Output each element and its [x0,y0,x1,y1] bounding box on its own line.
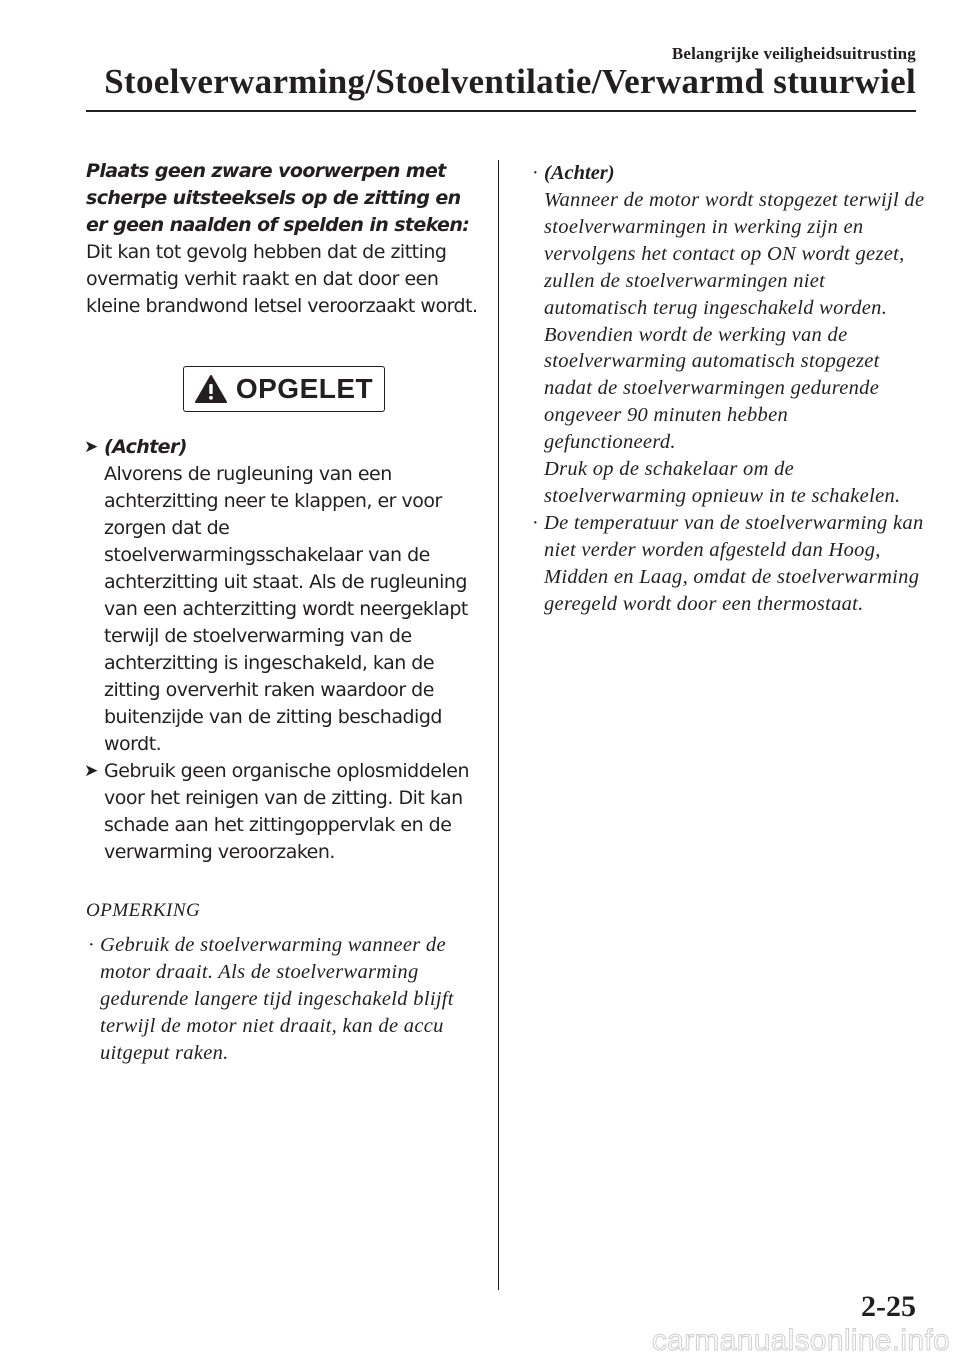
note-item [86,932,481,1067]
note-item-heading: (Achter) [544,162,615,184]
caution-item-text: Alvorens de rugleuning van een achterzitting neer te klappen, er voor zorgen dat de stoelverwarmingsschakelaar van de achterzitting uit staat. Als de rugleuning van een achterzitting wordt neergeklapt terwijl de stoelverwarming van de achterzitting is ingeschakeld, kan de zitting oververhit raken waardoor de buitenzijde van de zitting beschadigd wordt. [104,463,468,755]
column-divider [498,160,499,1290]
left-column [86,158,481,1067]
dot-bullet-icon: · [532,162,539,184]
caution-label: OPGELET [235,373,374,404]
arrow-bullet-icon: ➤ [84,437,99,457]
warning-text: Dit kan tot gevolg hebben dat de zitting overmatig verhit raakt en dat door een kleine brandwond letsel veroorzaakt wordt. [86,241,478,317]
dot-bullet-icon: · [88,934,95,956]
caution-item [86,434,481,758]
section-label: Belangrijke veiligheidsuitrusting [671,44,916,63]
note-item [530,510,925,618]
page-title: Stoelverwarming/Stoelventilatie/Verwarmd stuurwiel [104,62,916,101]
caution-banner-wrap [86,320,481,412]
right-column [530,160,925,618]
note-item-text: De temperatuur van de stoelverwarming kan niet verder worden afgesteld dan Hoog, Midden en Laag, omdat de stoelverwarming geregeld wordt door een thermostaat. [544,511,924,615]
note-list [86,932,481,1067]
caution-item-heading: (Achter) [104,436,187,458]
watermark: carmanualsonline.info [651,1324,950,1357]
note-heading: OPMERKING [86,900,201,921]
note-list-continued [530,160,925,618]
caution-banner [183,366,385,412]
page-number: 2-25 [861,1290,916,1323]
note-item [530,160,925,510]
dot-bullet-icon: · [532,511,539,534]
caution-item [86,758,481,866]
note-item-text-continued: Druk op de schakelaar om de stoelverwarming opnieuw in te schakelen. [544,458,901,507]
warning-triangle-icon [194,374,228,404]
arrow-bullet-icon: ➤ [84,761,99,781]
header-rule [86,110,916,112]
warning-heading: Plaats geen zware voorwerpen met scherpe uitsteeksels op de zitting en er geen naalden of spelden in steken: [86,160,470,236]
note-item-text: Wanneer de motor wordt stopgezet terwijl de stoelverwarmingen in werking zijn en vervolgens het contact op ON wordt gezet, zullen de stoelverwarmingen niet automatisch terug ingeschakeld worden. Bovendien wordt de werking van de stoelverwarming automatisch stopgezet nadat de stoelverwarmingen gedurende ongeveer 90 minuten hebben gefunctioneerd. [544,189,925,454]
caution-list [86,434,481,866]
caution-item-text: Gebruik geen organische oplosmiddelen voor het reinigen van de zitting. Dit kan schade aan het zittingoppervlak en de verwarming veroorzaken. [104,760,470,863]
note-item-text: Gebruik de stoelverwarming wanneer de motor draait. Als de stoelverwarming gedurende langere tijd ingeschakeld blijft terwijl de motor niet draait, kan de accu uitgeput raken. [100,934,454,1064]
